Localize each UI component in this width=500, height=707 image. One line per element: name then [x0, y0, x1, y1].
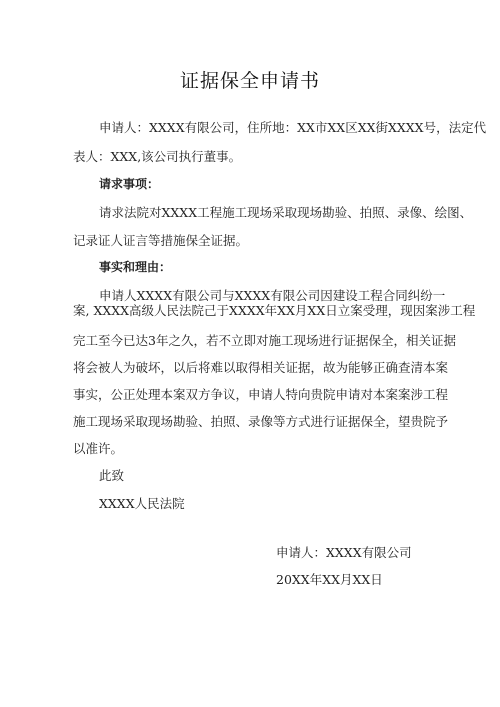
signature-date: 20XX年XX月XX日 — [276, 572, 383, 587]
facts-body-line-4: 将会被人为破坏，以后将难以取得相关证据，故为能够正确查清本案 — [73, 360, 449, 375]
request-body-line-2: 记录证人证言等措施保全证据。 — [73, 233, 249, 248]
request-heading: 请求事项： — [99, 177, 160, 191]
applicant-intro-line-2: 表人：XXX,该公司执行董事。 — [73, 149, 242, 164]
facts-body-line-2: 案, XXXX高级人民法院己于XXXX年XX月XX日立案受理，现因案涉工程 — [73, 303, 476, 318]
facts-body-line-5: 事实，公正处理本案双方争议，申请人特向贵院申请对本案案涉工程 — [73, 387, 449, 402]
facts-body-line-3: 完工至今已达3年之久，若不立即对施工现场进行证据保全，相关证据 — [73, 333, 456, 348]
applicant-intro-line-1: 申请人：XXXX有限公司，住所地：XX市XX区XX街XXXX号，法定代 — [99, 120, 487, 135]
court-name: XXXX人民法院 — [99, 496, 185, 511]
document-title: 证据保全申请书 — [179, 70, 320, 92]
request-body-line-1: 请求法院对XXXX工程施工现场采取现场勘验、拍照、录像、绘图、 — [99, 205, 473, 220]
facts-body-line-6: 施工现场采取现场勘验、拍照、录像等方式进行证据保全，望贵院予 — [73, 414, 449, 429]
closing-phrase: 此致 — [99, 468, 125, 483]
signature-applicant: 申请人：XXXX有限公司 — [276, 545, 412, 560]
facts-body-line-7: 以准许。 — [73, 441, 124, 456]
facts-heading: 事实和理由： — [99, 260, 172, 274]
facts-body-line-1: 申请人XXXX有限公司与XXXX有限公司因建设工程合同纠纷一 — [99, 288, 446, 303]
